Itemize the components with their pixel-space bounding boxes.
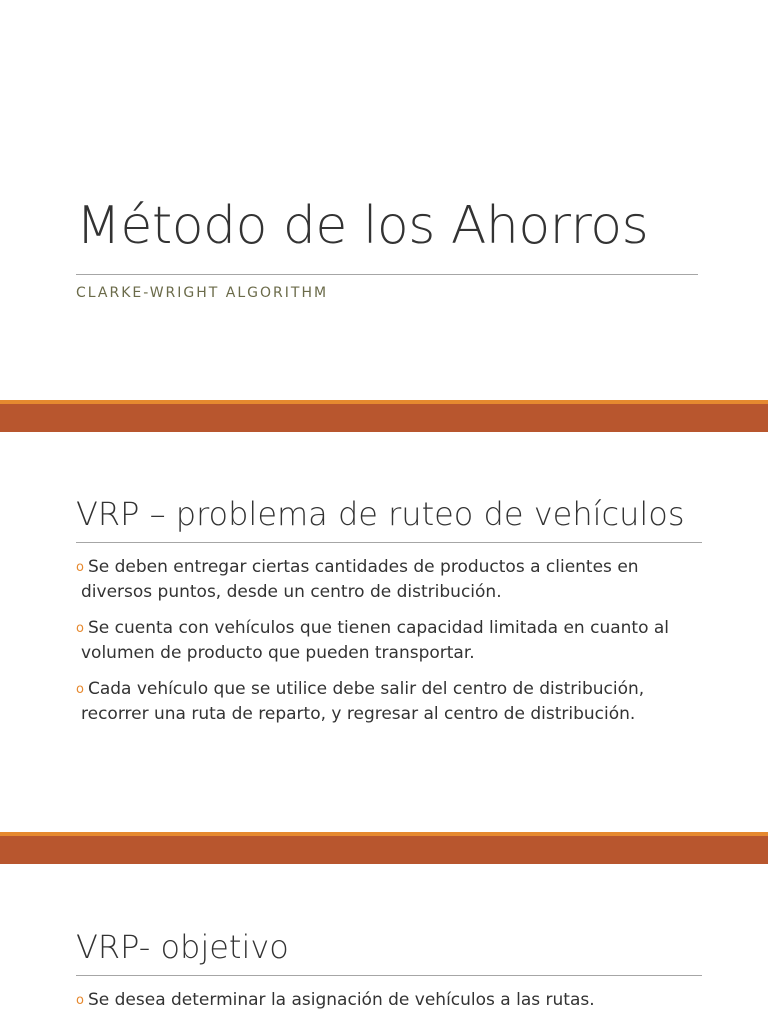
circle-bullet-icon: o <box>76 621 84 636</box>
circle-bullet-icon: o <box>76 993 84 1008</box>
slide-title <box>0 0 768 400</box>
presentation-title: Método de los Ahorros <box>76 196 649 256</box>
bullet-text: Cada vehículo que se utilice debe salir del centro de distribución, recorrer una ruta de reparto, y regresar al centro de distribución. <box>81 679 645 724</box>
slide-heading: VRP – problema de ruteo de vehículos <box>76 495 685 533</box>
heading-divider <box>76 542 702 543</box>
slide-separator <box>0 832 768 864</box>
presentation-subtitle: CLARKE-WRIGHT ALGORITHM <box>76 285 329 301</box>
slide-vrp-objective <box>0 864 768 1024</box>
slide-separator <box>0 400 768 432</box>
bullet-item <box>76 616 706 665</box>
bullet-item <box>76 988 706 1013</box>
bullet-item <box>76 555 706 604</box>
circle-bullet-icon: o <box>76 560 84 575</box>
bullet-list <box>76 988 706 1024</box>
slide-heading: VRP- objetivo <box>76 928 289 966</box>
circle-bullet-icon: o <box>76 682 84 697</box>
bullet-text: Se deben entregar ciertas cantidades de productos a clientes en diversos puntos, desde un centro de distribución. <box>81 557 639 602</box>
title-divider <box>76 274 698 275</box>
bullet-text: Se cuenta con vehículos que tienen capacidad limitada en cuanto al volumen de producto que pueden transportar. <box>81 618 670 663</box>
bullet-item <box>76 677 706 726</box>
bullet-list <box>76 555 706 738</box>
bullet-text: Se desea determinar la asignación de vehículos a las rutas. <box>87 990 595 1010</box>
slide-vrp-definition <box>0 432 768 832</box>
heading-divider <box>76 975 702 976</box>
